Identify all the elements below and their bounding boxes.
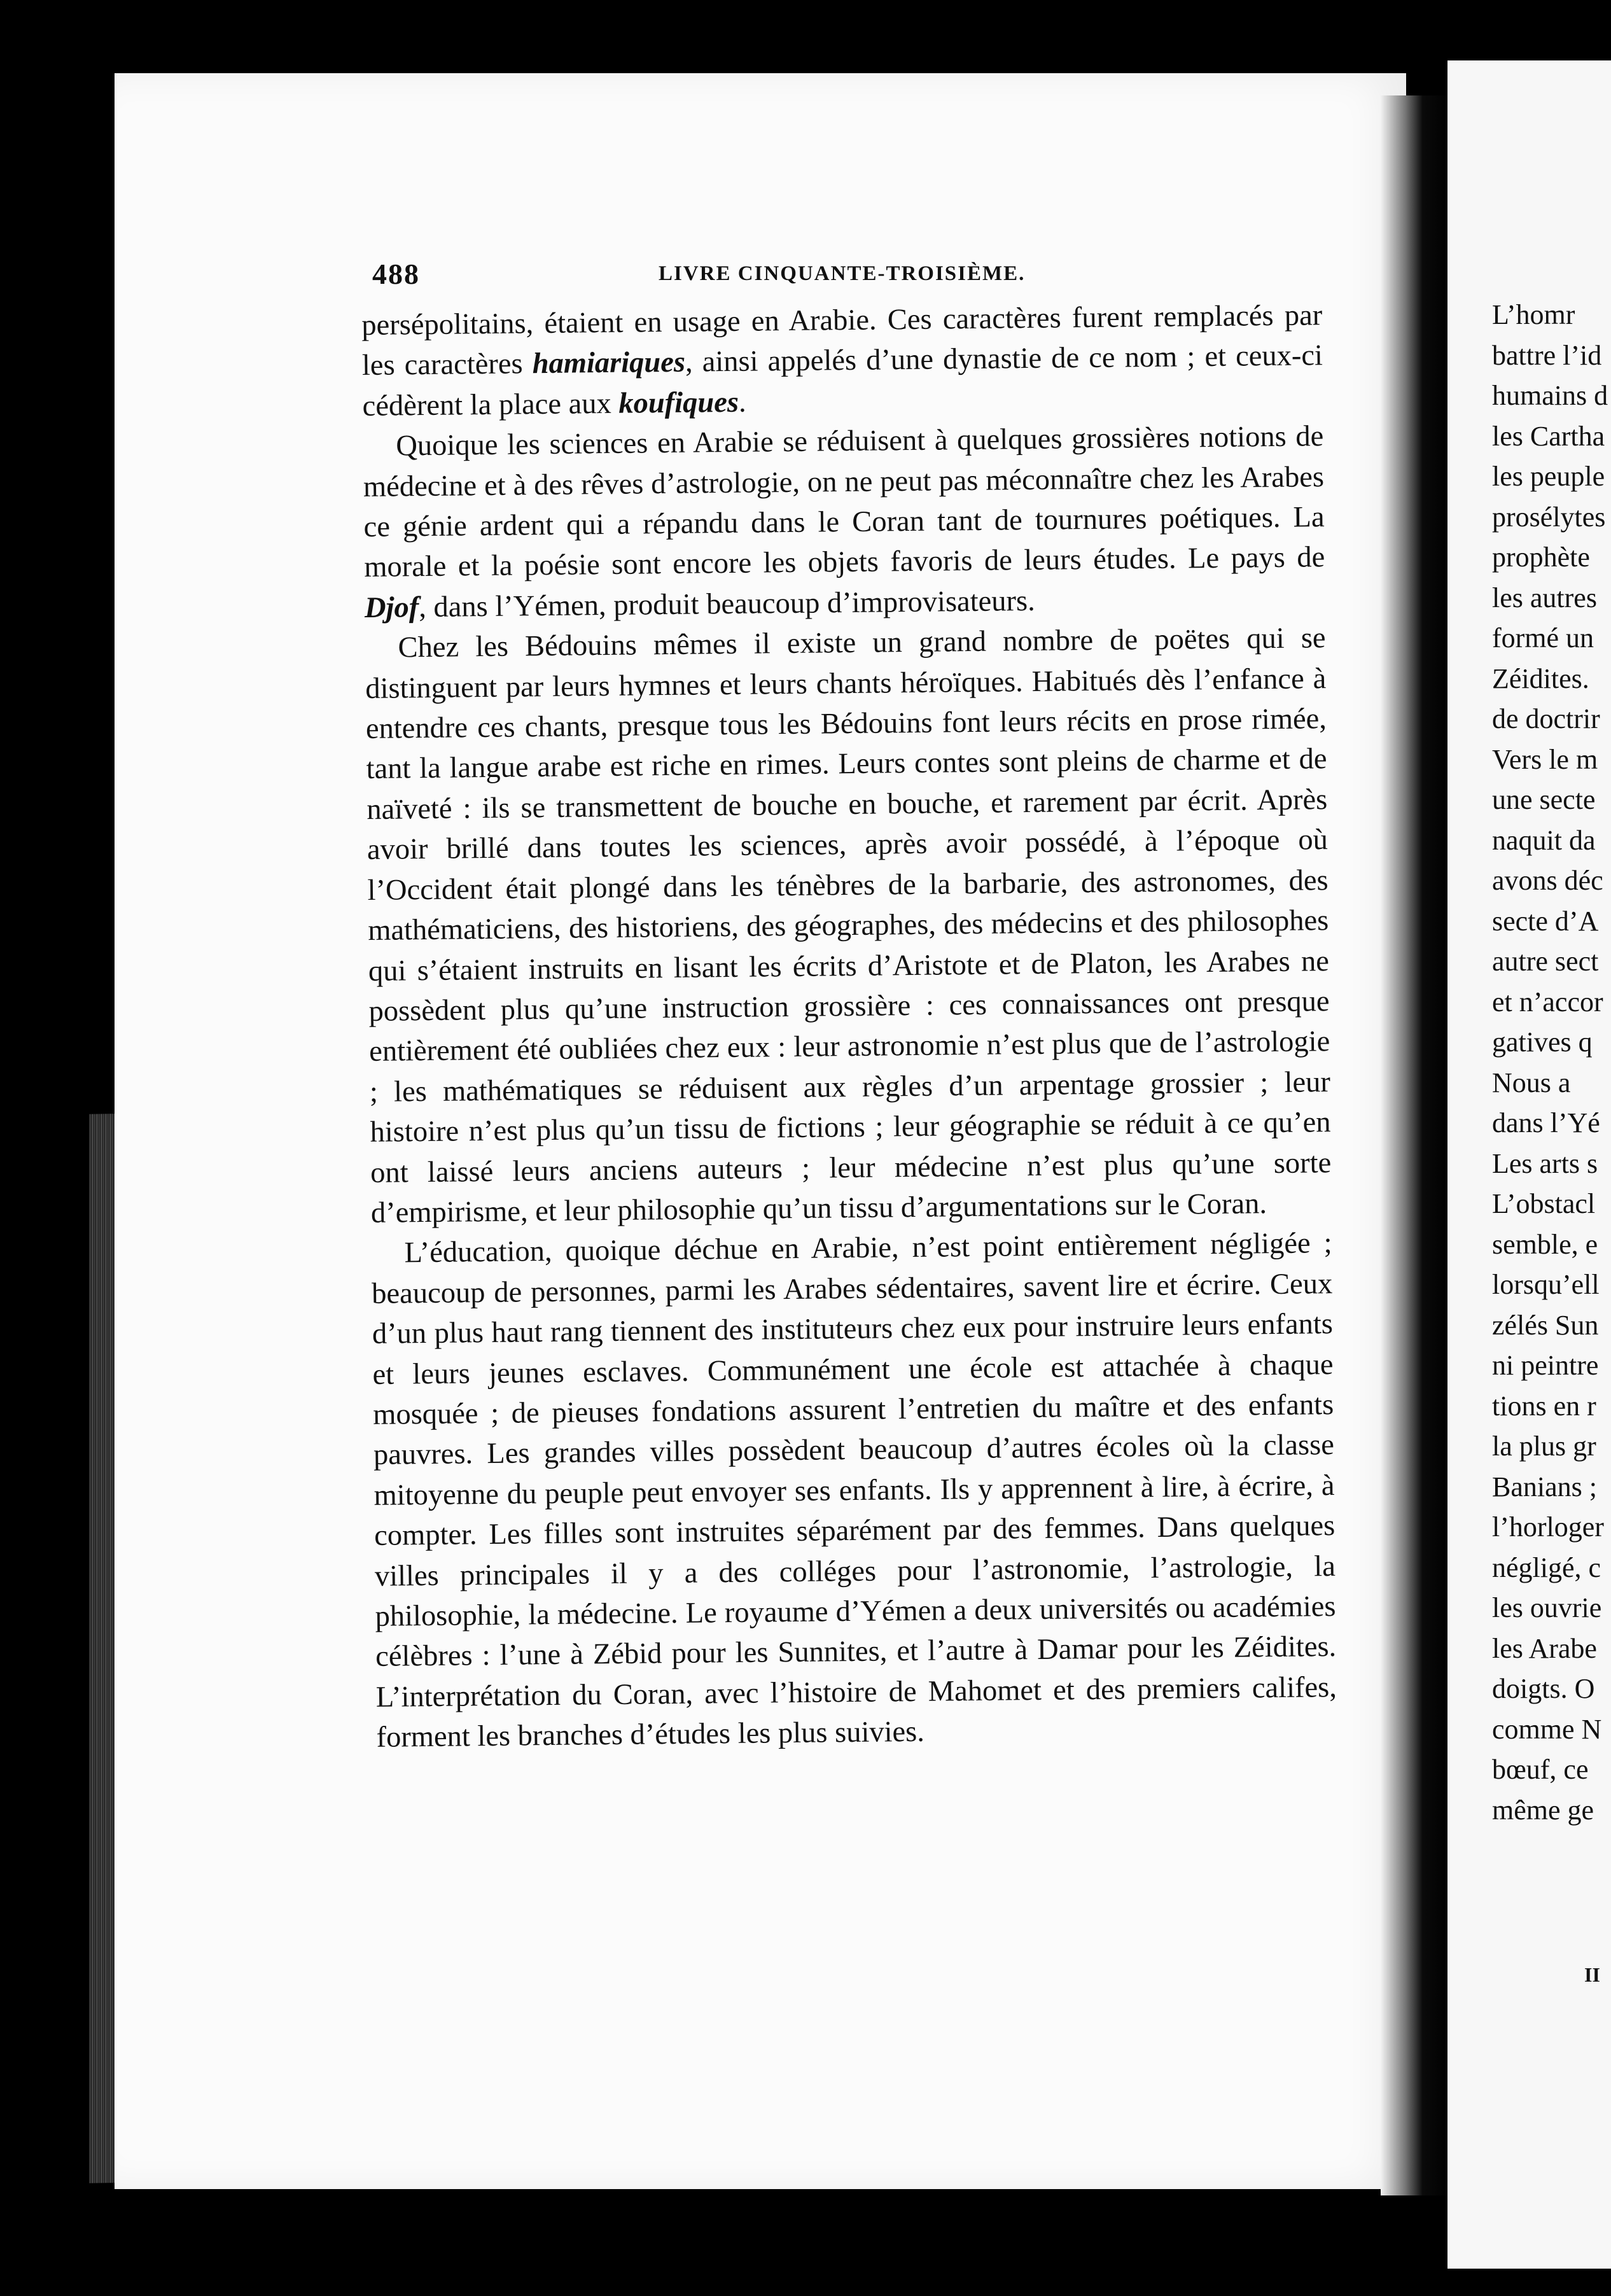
right-page-line: prophète [1492,542,1590,573]
right-page-line: les Cartha [1492,420,1605,452]
right-page-line: Nous a [1492,1067,1571,1098]
body-text [361,295,1337,1758]
right-page-line: naquit da [1492,824,1596,856]
paragraph [363,416,1325,628]
right-page-line: les peuple [1492,461,1605,492]
right-page-line: de doctrir [1492,703,1600,734]
text-run: Chez les Bédouins mêmes il existe un grand nombre de poëtes qui se distinguent par leurs hymnes et leurs chants héroïques. Habitués dès l’enfance à entendre ces chants, presque tous les Bédouins font leurs récits en prose rimée, tant la langue arabe est riche en rimes. Leurs contes sont pleins de charme et de naïveté : ils se transmettent de bouche en bouche, et rarement par écrit. Après avoir brillé dans toutes les sciences, après avoir possédé, à l’époque où l’Occident était plongé dans les ténèbres de la barbarie, des astronomes, des mathématiciens, des historiens, des géographes, des médecins et des philosophes qui s’étaient instruits en lisant les écrits d’Aristote et de Platon, les Arabes ne possèdent plus qu’une instruction grossière : ces connaissances ont presque entièrement été oubliées chez eux : leur astronomie n’est plus que de l’astrologie ; les mathématiques se réduisent aux règles d’un arpentage grossier ; leur histoire n’est plus qu’un tissu de fictions ; leur géographie se réduit à ce qu’en ont laissé leurs anciens auteurs ; leur médecine n’est plus qu’une sorte d’empirisme, et leur philosophie qu’un tissu d’argumentations sur le Coran. [365,622,1332,1229]
right-page-line: lorsqu’ell [1492,1269,1600,1300]
right-page-line: ni peintre [1492,1350,1599,1381]
text-run: . [738,386,746,419]
right-page-line: prosélytes [1492,501,1606,533]
right-page-line: Zéidites. [1492,662,1589,694]
right-page-line: gatives q [1492,1026,1593,1058]
paragraph [371,1223,1337,1758]
right-page-line: Les arts s [1492,1147,1598,1179]
right-page-line: les autres [1492,582,1597,613]
right-page-line: zélés Sun [1492,1309,1599,1341]
right-page-line: Banians ; [1492,1471,1597,1502]
italic-term: hamiariques [532,346,686,381]
book-gutter [1381,95,1451,2195]
right-page-line: même ge [1492,1794,1594,1826]
right-page-line: une secte [1492,784,1596,815]
text-run: persépolitains, étaient en usage en Arabie. Ces caractères furent remplacés par les caractères [361,299,1323,382]
right-page-line: dans l’Yé [1492,1107,1600,1138]
right-page-line: comme N [1492,1713,1602,1745]
right-page-line: humains d [1492,380,1608,411]
right-page-line: L’obstacl [1492,1188,1596,1219]
text-run: , ainsi appelés d’une dynastie de ce nom ; et ceux-ci cédèrent la place aux [362,339,1323,423]
right-page-line: L’homr [1492,299,1575,330]
right-page-line: les ouvrie [1492,1592,1602,1623]
right-page-line: semble, e [1492,1228,1598,1260]
italic-term: koufiques [618,386,739,420]
right-page-line: tions en r [1492,1390,1596,1422]
right-page-line: négligé, c [1492,1551,1601,1583]
right-page-text [1492,295,1611,1830]
right-page [1447,60,1611,2269]
italic-term: Djof [364,591,419,624]
text-run: Quoique les sciences en Arabie se réduisent à quelques grossières notions de médecine et à des rêves d’astrologie, on ne peut pas méconnaître chez les Arabes ce génie ardent qui a répandu dans le Coran tant de tournures poétiques. La morale et la poésie sont encore les objets favoris de leurs études. Le pays de [363,420,1325,584]
right-page-line: l’horloger [1492,1511,1604,1543]
right-page-line: formé un [1492,622,1594,654]
paragraph [365,618,1332,1233]
text-run: L’éducation, quoique déchue en Arabie, n’est point entièrement négligée ; beaucoup de personnes, parmi les Arabes sédentaires, savent lire et écrire. Ceux d’un plus haut rang tiennent des instituteurs chez eux pour instruire leurs enfants et leurs jeunes esclaves. Communément une école est attachée à chaque mosquée ; de pieuses fondations assurent l’entretien du maître et des enfants pauvres. Les grandes villes possèdent beaucoup d’autres écoles où la classe mitoyenne du peuple peut envoyer ses enfants. Ils y apprennent à lire, à écrire, à compter. Les filles sont instruites séparément par des femmes. Dans quelques villes principales il y a des colléges pour l’astronomie, l’astrologie, la philosophie, la médecine. Le royaume d’Yémen a deux universités ou académies célèbres : l’une à Zébid pour les Sunnites, et l’autre à Damar pour les Zéidites. L’interprétation du Coran, avec l’histoire de Mahomet et des premiers califes, forment les branches d’études les plus suivies. [371,1227,1337,1754]
page-number: 488 [372,258,420,290]
right-page-line: Vers le m [1492,743,1598,775]
text-run: , dans l’Yémen, produit beaucoup d’improvisateurs. [418,584,1035,624]
right-page-line: doigts. O [1492,1673,1595,1704]
page-header [372,253,1327,291]
right-page-line: avons déc [1492,865,1603,896]
right-page-line: battre l’id [1492,339,1602,371]
running-head: LIVRE CINQUANTE-TROISIÈME. [659,262,1026,285]
paragraph [361,295,1323,426]
right-page-line: et n’accor [1492,986,1603,1018]
right-page-line: bœuf, ce [1492,1754,1589,1785]
right-page-line: les Arabe [1492,1632,1597,1664]
right-page-signature: II [1584,1963,1600,1986]
right-page-line: la plus gr [1492,1431,1596,1462]
right-page-line: autre sect [1492,946,1599,977]
right-page-line: secte d’A [1492,905,1599,937]
